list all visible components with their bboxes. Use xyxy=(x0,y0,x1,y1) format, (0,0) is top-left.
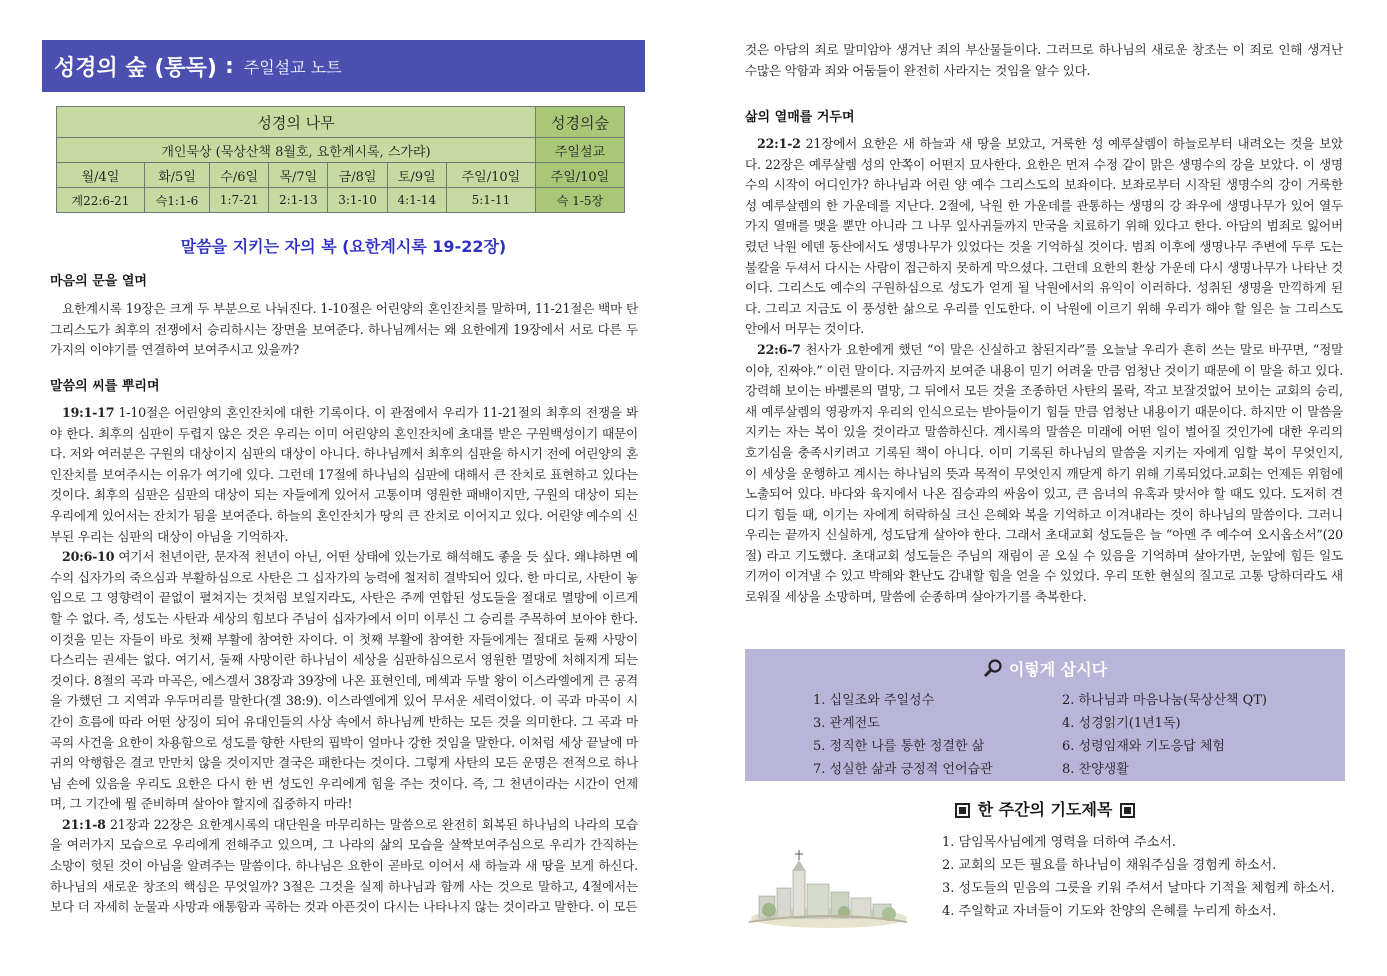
live-guide-title-row xyxy=(745,657,1345,680)
live-guide-item: 4. 성경읽기(1년1독) xyxy=(1062,716,1181,731)
section-heading-bear-fruit: 삶의 열매를 거두며 xyxy=(745,110,855,125)
schedule-passage: 슥 1-5장 xyxy=(535,188,624,213)
live-guide-title: 이렇게 삽시다 xyxy=(1008,660,1108,679)
schedule-passage: 1:7-21 xyxy=(210,188,269,213)
reading-schedule-table xyxy=(56,106,625,213)
prayer-title-row xyxy=(745,797,1345,820)
live-guide-item: 7. 성실한 삶과 긍정적 언어습관 xyxy=(813,762,993,777)
paragraph-text: 21장과 22장은 요한계시록의 대단원을 마무리하는 말씀으로 완전히 회복된 하나님의 나라의 모습을 여러가지 모습으로 우리에게 전해주고 있으며, 그 나라의 삶의 모습을 살짝보여주심으로 우리가 간직하는 소망이 헛된 것이 아님을 알려주는 말씀이다. 하나님은 요한이 곧바로 이어서 새 하늘과 새 땅을 보게 하신다. 하나님의 새로운 창조의 핵심은 무엇일까? 3절은 그것을 실제 하나님과 함께 사는 것으로 말하고, 4절에서는 보다 더 자세히 눈물과 사망과 애통함과 곡하는 것과 아픈것이 다시는 나타나지 않는 것이라고 말한다. 이 모든 xyxy=(50,816,638,915)
paragraph-text: 여기서 천년이란, 문자적 천년이 아닌, 어떤 상태에 있는가로 해석해도 좋을 듯 싶다. 왜냐하면 예수의 십자가의 죽으심과 부활하심으로 사탄은 그 십자가의 능력에 철저히 결박되어 있다. 한 마디로, 사탄이 놓임으로 그 영향력이 끝없이 펼쳐지는 것처럼 보일지라도, 사탄은 주께 연합된 성도들을 절대로 멸망에 이르게 할 수 없다. 즉, 성도는 사탄과 세상의 힘보다 주님이 십자가에서 이미 이루신 그 승리를 주목하여 보아야 한다. 이것을 믿는 자들이 바로 첫째 부활에 참여한 자이다. 이 첫째 부활에 참여한 자들에게는 절대로 둘째 사망이 다스리는 권세는 없다. 여기서, 둘째 사망이란 하나님이 세상을 심판하심으로서 영원한 멸망에 처해지게 되는 것이다. 8절의 곡과 마곡은, 에스겔서 38장과 39장에 나온 표현인데, 메섹과 두발 왕이 이스라엘에게 큰 공격을 가했던 그 지역과 우두머리를 말한다(겔 38:9). 이스라엘에게 있어 무서운 세력이었다. 이 곡과 마곡이 시간이 흐름에 따라 어떤 상징이 되어 유대인들의 사상 속에서 하나님께 반하는 모든 것을 의미한다. 그 곡과 마곡의 사건을 요한이 차용함으로 성도를 향한 사탄의 핍박이 얼마나 강한 것임을 말한다. 이처럼 세상 끝날에 마귀의 악행함은 결코 만만치 않을 것이지만 결국은 패한다는 것이다. 그렇게 사탄의 모든 운명은 전적으로 하나님 손에 있음을 우리도 요한은 다시 한 번 성도인 우리에게 힘을 주는 것이다. 즉, 그 천년이라는 시간이 언제며, 그 기간에 뭘 준비하며 살아야 할지에 집중하지 마라! xyxy=(50,549,638,812)
live-guide-item: 8. 찬양생활 xyxy=(1062,762,1129,777)
intro-text: 요한계시록 19장은 크게 두 부분으로 나눠진다. 1-10절은 어린양의 혼인잔치를 말하며, 11-21절은 백마 탄 그리스도가 최후의 전쟁에서 승리하시는 장면을 보여준다. 하나님께서는 왜 요한에게 19장에서 서로 다른 두 가지의 이야기를 연결하여 보여주시고 있을까? xyxy=(50,301,638,358)
banner-title: 성경의 숲 (통독) xyxy=(54,55,217,81)
schedule-day: 화/5일 xyxy=(144,163,209,188)
schedule-day: 토/9일 xyxy=(387,163,446,188)
prayer-title: 한 주간의 기도제목 xyxy=(977,800,1113,819)
schedule-passage: 5:1-11 xyxy=(446,188,535,213)
title-banner xyxy=(42,40,645,92)
square-bullet-icon xyxy=(1120,803,1135,818)
schedule-header-tree: 성경의 나무 xyxy=(57,107,536,138)
prayer-item: 4. 주일학교 자녀들이 기도와 찬양의 은혜를 누리게 하소서. xyxy=(942,904,1277,919)
paragraph-20 xyxy=(50,547,638,815)
body-paragraphs-left xyxy=(50,403,638,918)
schedule-header-forest: 성경의숲 xyxy=(535,107,624,138)
paragraph-text: 천사가 요한에게 했던 “이 말은 신실하고 참된지라”를 오늘날 우리가 흔히 쓰는 말로 바꾸면, “정말이야, 진짜야.” 이런 말이다. 지금까지 보여준 내용이 믿기 어려울 만큼 엄청난 것이기 때문에 이 말을 하고 있다. 강력해 보이는 바벨론의 멸망, 그 뒤에서 모든 것을 조종하던 사탄의 몰락, 작고 보잘것없어 보이는 교회의 승리, 새 예루살렘의 영광까지 우리의 인식으로는 받아들이기 힘들 만큼 엄청난 내용이기 때문이다. 하지만 이 말씀을 지키는 자는 복이 있을 것이라고 말씀하신다. 계시록의 말씀은 미래에 어떤 일이 벌어질 것인가에 대한 우리의 호기심을 충족시키려고 기록된 책이 아니다. 이미 기록된 하나님의 말씀을 지키는 자에게 임할 복이 무엇인지, 이 세상을 운행하고 계시는 하나님의 뜻과 목적이 무엇인지 깨닫게 하기 위해 기록되었다.교회는 언제든 위험에 노출되어 있다. 바다와 육지에서 나온 짐승과의 싸움이 있고, 큰 음녀의 유혹과 맞서야 할 때도 있다. 도저히 견디기 힘들 때, 이기는 자에게 허락하실 크신 은혜와 복을 기억하고 이겨내라는 것이 하나님의 말씀이다. 그러니 우리는 끝까지 신실하게, 성도답게 살아야 한다. 그래서 초대교회 성도들은 늘 “아멘 주 예수여 오시옵소서”(20절) 라고 기도했다. 초대교회 성도들은 주님의 재림이 곧 오실 수 있음을 기억하며 살아가면, 눈앞에 힘든 일도 기꺼이 이겨낼 수 있고 박해와 환난도 감내할 힘을 얻을 수 있었다. 우리 또한 현실의 질고로 고통 당하더라도 새로워질 세상을 소망하며, 말씀에 순종하며 살아가기를 축복한다. xyxy=(745,341,1343,605)
paragraph-22-6 xyxy=(745,340,1343,608)
body-paragraphs-right xyxy=(745,134,1343,608)
live-guide-item: 1. 십일조와 주일성수 xyxy=(813,693,935,708)
live-guide-item: 3. 관계전도 xyxy=(813,716,880,731)
magnifier-icon xyxy=(983,658,1003,678)
sermon-title: 말씀을 지키는 자의 복 (요한계시록 19-22장) xyxy=(180,237,507,256)
banner-separator: : xyxy=(224,53,234,79)
verse-ref: 21:1-8 xyxy=(62,816,106,832)
live-guide-item: 2. 하나님과 마음나눔(묵상산책 QT) xyxy=(1062,693,1267,708)
square-bullet-icon xyxy=(955,803,970,818)
paragraph-text: 1-10절은 어린양의 혼인잔치에 대한 기록이다. 이 관점에서 우리가 11-21절의 최후의 전쟁을 봐야 한다. 최후의 심판이 두렵지 않은 것은 우리는 이미 어린양의 혼인잔치에 초대를 받은 구원백성이기 때문이다. 저와 여러분은 구원의 대상이지 심판의 대상이 아니다. 하나님께서 최후의 심판을 하시기 전에 어린양의 혼인잔치를 보여주시는 이유가 여기에 있다. 그런데 17절에 하나님의 심판에 대해서 큰 잔치로 표현하고 있다는 것이다. 최후의 심판은 심판의 대상이 되는 자들에게 있어서 고통이며 영원한 패배이지만, 구원의 대상이 되는 우리에게 있어서는 잔치가 됨을 보여준다. 하늘의 혼인잔치가 땅의 큰 잔치로 이어지고 있다. 어린양 예수의 신부된 우리는 심판의 대상이 아님을 기억하자. xyxy=(50,405,638,544)
paragraph-22-1 xyxy=(745,134,1343,340)
continued-paragraph xyxy=(745,40,1343,81)
schedule-day: 금/8일 xyxy=(328,163,387,188)
schedule-day: 월/4일 xyxy=(57,163,145,188)
prayer-item: 2. 교회의 모든 필요를 하나님이 채워주심을 경험케 하소서. xyxy=(942,858,1277,873)
intro-paragraph xyxy=(50,299,638,361)
church-illustration xyxy=(749,848,907,928)
verse-ref: 19:1-17 xyxy=(62,405,115,420)
prayer-item: 1. 담임목사님에게 영력을 더하여 주소서. xyxy=(942,835,1176,850)
live-guide-item: 5. 정직한 나를 통한 정결한 삶 xyxy=(813,739,985,754)
schedule-day: 목/7일 xyxy=(269,163,328,188)
live-guide-item: 6. 성령임재와 기도응답 체험 xyxy=(1062,739,1225,754)
schedule-day: 수/6일 xyxy=(210,163,269,188)
section-heading-open-heart: 마음의 문을 열며 xyxy=(50,274,147,289)
paragraph-text: 것은 아담의 죄로 말미암아 생겨난 죄의 부산물들이다. 그러므로 하나님의 새로운 창조는 이 죄로 인해 생겨난 수많은 악함과 죄와 어둠들이 완전히 사라지는 것임을 알수 있다. xyxy=(745,42,1343,78)
schedule-passage: 슥1:1-6 xyxy=(144,188,209,213)
schedule-passage: 4:1-14 xyxy=(387,188,446,213)
verse-ref: 22:6-7 xyxy=(757,341,801,357)
section-heading-sow-seed: 말씀의 씨를 뿌리며 xyxy=(50,379,160,394)
schedule-passage: 계22:6-21 xyxy=(57,188,145,213)
live-guide-box xyxy=(745,649,1345,781)
paragraph-19 xyxy=(50,403,638,547)
schedule-day: 주일/10일 xyxy=(535,163,624,188)
prayer-item: 3. 성도들의 믿음의 그릇을 키워 주셔서 날마다 기적을 체험케 하소서. xyxy=(942,881,1335,896)
schedule-passage: 2:1-13 xyxy=(269,188,328,213)
banner-subtitle: 주일설교 노트 xyxy=(243,57,342,77)
paragraph-text: 21장에서 요한은 새 하늘과 새 땅을 보았고, 거룩한 성 예루살렘이 하늘로부터 내려오는 것을 보았다. 22장은 예루살렘 성의 안쪽이 어떤지 묘사한다. 요한은 먼저 수정 같이 맑은 생명수의 강을 보았다. 이 생명수의 시작이 어디인가? 하나님과 어린 양 예수 그리스도의 보좌이다. 보좌로부터 시작된 생명수의 강이 거룩한 성 예루살렘의 한 가운데를 지난다. 2절에, 낙원 한 가운데를 관통하는 생명의 강 좌우에 생명나무가 있어 열두 가지 열매를 맺을 뿐만 아니라 그 나무 잎사귀들까지 만국을 치료하기 위해 있다고 한다. 아담의 범죄로 잃어버렸던 낙원 에덴 동산에서도 생명나무가 있었다는 것을 기억하실 것이다. 범죄 이후에 생명나무 주변에 두루 도는 불칼을 두셔서 다시는 사람이 접근하지 못하게 막으셨다. 그런데 요한의 환상 가운데 다시 생명나무가 나타난 것이다. 그리스도 예수의 구원하심으로 성도가 얻게 될 낙원에서의 유익이 이러하다. 성취된 생명을 만끽하게 된다. 그리고 지금도 이 풍성한 삶으로 우리를 인도한다. 이 낙원에 이르기 위해 우리가 해야 할 일은 늘 그리스도 안에서 머무는 것이다. xyxy=(745,136,1343,337)
verse-ref: 22:1-2 xyxy=(757,136,801,151)
paragraph-21 xyxy=(50,815,638,918)
schedule-day: 주일/10일 xyxy=(446,163,535,188)
verse-ref: 20:6-10 xyxy=(62,549,115,565)
schedule-meditation: 개인묵상 (묵상산책 8월호, 요한계시록, 스가랴) xyxy=(57,138,536,163)
schedule-sermon: 주일설교 xyxy=(535,138,624,163)
schedule-passage: 3:1-10 xyxy=(328,188,387,213)
